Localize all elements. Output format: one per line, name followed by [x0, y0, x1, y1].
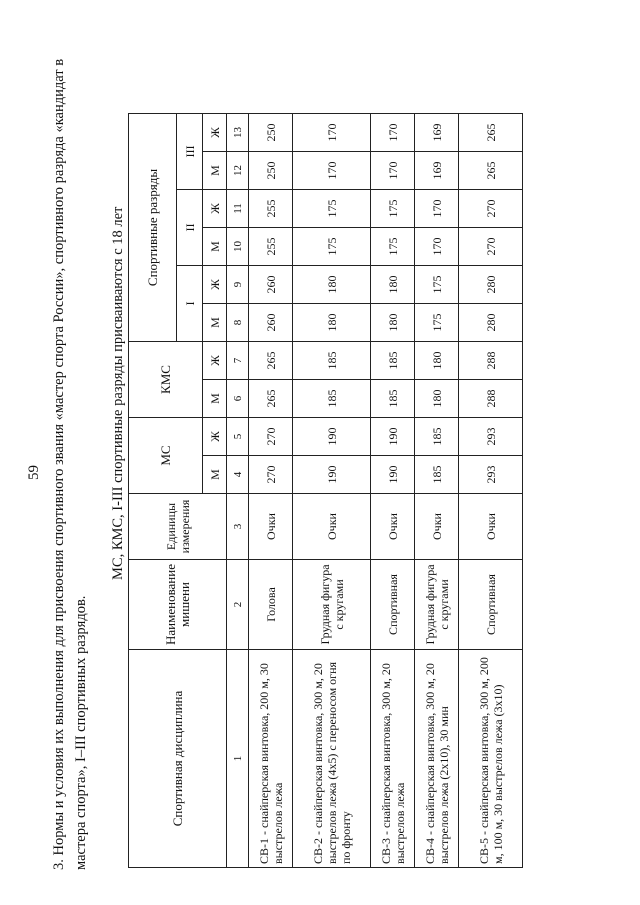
table-row [415, 114, 459, 868]
kms-header: КМС [129, 342, 203, 418]
units-cell: Очки [371, 494, 415, 560]
value-cell: 185 [371, 380, 415, 418]
value-cell: 190 [371, 456, 415, 494]
target-cell: Голова [249, 560, 293, 650]
value-cell: 175 [371, 190, 415, 228]
value-cell: 175 [371, 228, 415, 266]
units-cell: Очки [293, 494, 371, 560]
col-number: 13 [227, 114, 249, 152]
value-cell: 175 [415, 304, 459, 342]
target-header: Наименование мишени [129, 560, 227, 650]
col-number: 4 [227, 456, 249, 494]
value-cell: 175 [293, 228, 371, 266]
value-cell: 170 [371, 152, 415, 190]
table-row [249, 114, 293, 868]
value-cell: 175 [415, 266, 459, 304]
value-cell: 270 [459, 228, 523, 266]
value-cell: 169 [415, 114, 459, 152]
value-cell: 185 [371, 342, 415, 380]
gender-m: М [203, 304, 227, 342]
gender-zh: Ж [203, 266, 227, 304]
value-cell: 270 [249, 418, 293, 456]
value-cell: 180 [371, 304, 415, 342]
value-cell: 265 [249, 342, 293, 380]
value-cell: 190 [293, 418, 371, 456]
value-cell: 185 [293, 342, 371, 380]
value-cell: 250 [249, 114, 293, 152]
value-cell: 288 [459, 342, 523, 380]
value-cell: 180 [415, 342, 459, 380]
value-cell: 250 [249, 152, 293, 190]
value-cell: 265 [459, 152, 523, 190]
col-number: 7 [227, 342, 249, 380]
value-cell: 170 [371, 114, 415, 152]
value-cell: 265 [249, 380, 293, 418]
gender-zh: Ж [203, 418, 227, 456]
discipline-cell: СВ-2 - снайперская винтовка, 300 м, 20 выстрелов лежа (4x5) с переносом огня по фронту [293, 650, 371, 868]
col-number: 3 [227, 494, 249, 560]
value-cell: 170 [415, 190, 459, 228]
col-number: 11 [227, 190, 249, 228]
value-cell: 180 [293, 266, 371, 304]
value-cell: 288 [459, 380, 523, 418]
value-cell: 185 [293, 380, 371, 418]
col-number: 5 [227, 418, 249, 456]
target-cell: Грудная фигура с кругами [415, 560, 459, 650]
ranks-header: Спортивные разряды [129, 114, 177, 342]
value-cell: 180 [293, 304, 371, 342]
value-cell: 170 [293, 114, 371, 152]
table-row [293, 114, 371, 868]
target-cell: Спортивная [459, 560, 523, 650]
gender-m: М [203, 380, 227, 418]
units-cell: Очки [459, 494, 523, 560]
value-cell: 190 [371, 418, 415, 456]
value-cell: 265 [459, 114, 523, 152]
rank-2-header: II [177, 190, 203, 266]
gender-m: М [203, 228, 227, 266]
discipline-cell: СВ-5 - снайперская винтовка, 300 м, 200 м, 100 м, 30 выстрелов лежа (3x10) [459, 650, 523, 868]
discipline-cell: СВ-1 - снайперская винтовка, 200 м, 30 выстрелов лежа [249, 650, 293, 868]
norms-table [128, 113, 523, 868]
value-cell: 190 [293, 456, 371, 494]
value-cell: 270 [459, 190, 523, 228]
value-cell: 260 [249, 304, 293, 342]
gender-zh: Ж [203, 114, 227, 152]
value-cell: 180 [415, 380, 459, 418]
age-note: МС, КМС, I-III спортивные разряды присваиваются с 18 лет [110, 206, 126, 580]
col-number: 12 [227, 152, 249, 190]
discipline-cell: СВ-4 - снайперская винтовка, 300 м, 20 выстрелов лежа (2x10), 30 мин [415, 650, 459, 868]
units-header: Единицы измерения [129, 494, 227, 560]
gender-zh: Ж [203, 342, 227, 380]
col-number: 10 [227, 228, 249, 266]
target-cell: Грудная фигура с кругами [293, 560, 371, 650]
value-cell: 260 [249, 266, 293, 304]
rotated-page [20, 20, 620, 880]
value-cell: 280 [459, 266, 523, 304]
col-number: 6 [227, 380, 249, 418]
col-number: 2 [227, 560, 249, 650]
value-cell: 255 [249, 190, 293, 228]
value-cell: 255 [249, 228, 293, 266]
col-number: 1 [227, 650, 249, 868]
target-cell: Спортивная [371, 560, 415, 650]
value-cell: 185 [415, 418, 459, 456]
units-cell: Очки [249, 494, 293, 560]
units-cell: Очки [415, 494, 459, 560]
rank-1-header: I [177, 266, 203, 342]
value-cell: 280 [459, 304, 523, 342]
ms-header: МС [129, 418, 203, 494]
value-cell: 169 [415, 152, 459, 190]
value-cell: 293 [459, 456, 523, 494]
col-number: 9 [227, 266, 249, 304]
col-number: 8 [227, 304, 249, 342]
value-cell: 270 [249, 456, 293, 494]
table-row [459, 114, 523, 868]
value-cell: 170 [293, 152, 371, 190]
value-cell: 293 [459, 418, 523, 456]
value-cell: 180 [371, 266, 415, 304]
page-number: 59 [26, 465, 42, 480]
section-heading: 3. Нормы и условия их выполнения для присвоения спортивного звания «мастер спорта России», спортивного разряда «кандидат в мастера спорта», I–III спортивных разрядов. [51, 58, 89, 870]
gender-m: М [203, 152, 227, 190]
value-cell: 185 [415, 456, 459, 494]
value-cell: 175 [293, 190, 371, 228]
rank-3-header: III [177, 114, 203, 190]
value-cell: 170 [415, 228, 459, 266]
gender-zh: Ж [203, 190, 227, 228]
discipline-cell: СВ-3 - снайперская винтовка, 300 м, 20 выстрелов лежа [371, 650, 415, 868]
table-row [371, 114, 415, 868]
gender-m: М [203, 456, 227, 494]
discipline-header: Спортивная дисциплина [129, 650, 227, 868]
